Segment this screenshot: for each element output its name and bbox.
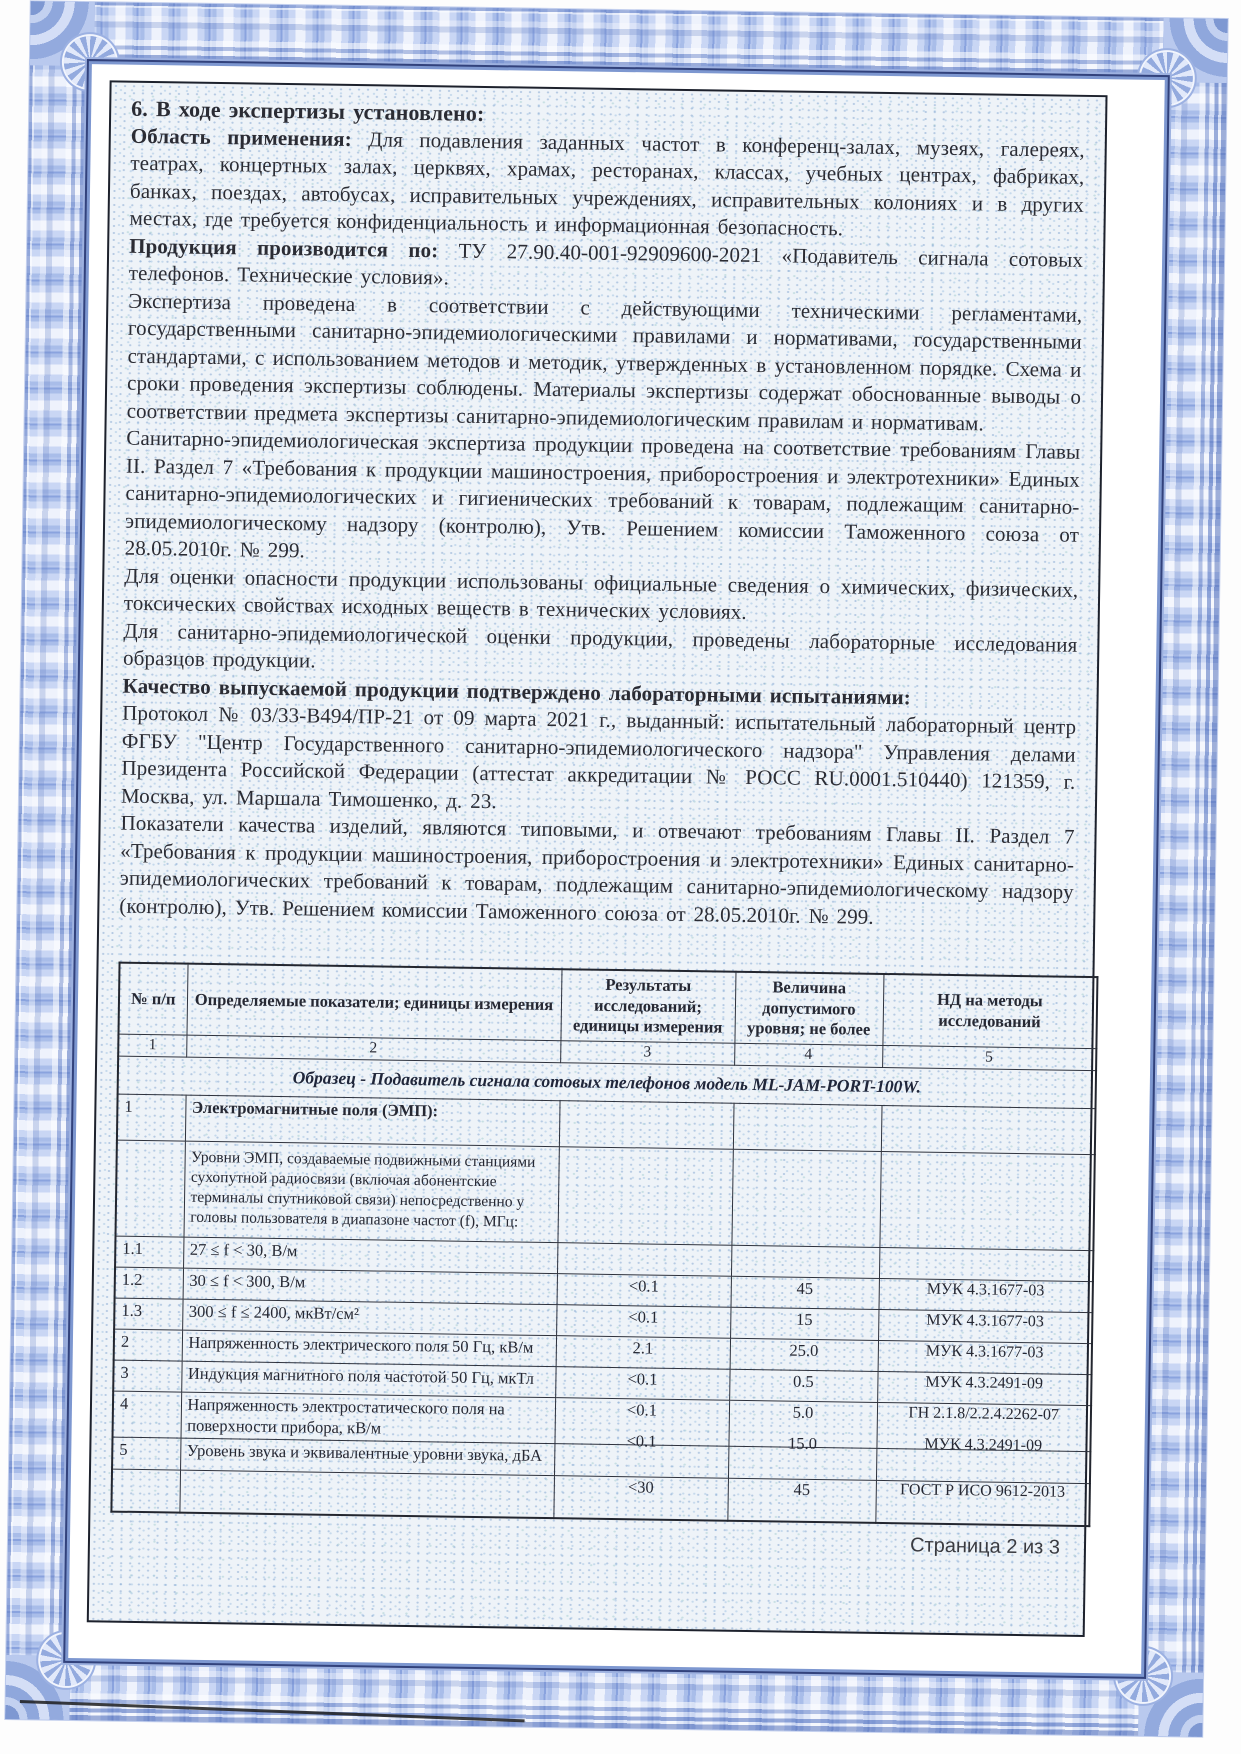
paper-area (70, 66, 1162, 1672)
row-indicator: 300 ≤ f ≤ 2400, мкВт/см² (182, 1299, 556, 1336)
row-nd: ГОСТ Р ИСО 9612-2013 (876, 1449, 1090, 1484)
column-number: 3 (560, 1041, 734, 1066)
row-number: 1.2 (115, 1267, 183, 1299)
row-nd (879, 1151, 1094, 1250)
paragraph-text: ТУ 27.90.40-001-92909600-2021 «Подавитель сигнала сотовых телефонов. Технические условия». (128, 238, 1084, 290)
paragraph-scope (129, 122, 1085, 246)
row-number: 3 (113, 1360, 181, 1392)
column-number: 5 (882, 1045, 1096, 1070)
row-number (116, 1140, 185, 1237)
row-nd: МУК 4.3.1677-03 (878, 1278, 1092, 1312)
page-number: Страница 2 из 3 (909, 1534, 1061, 1559)
row-result (557, 1147, 732, 1246)
row-result: <0.1 (554, 1398, 729, 1447)
column-header: Определяемые показатели; единицы измерения (186, 964, 561, 1041)
column-number: 4 (734, 1043, 882, 1067)
expertise-text (119, 95, 1085, 934)
corner-ornament-bottom-right (1138, 1672, 1203, 1737)
row-limit: 15 (731, 1276, 879, 1309)
row-result (559, 1101, 734, 1150)
paragraph-text: Для подавления заданных частот в конференц-залах, музеях, галереях, театрах, концертных залах, церквях, храмах, ресторанах, классах, учебных центрах, фабриках, банках, поездах, автобусах, исправительных учреждениях, исправительных колониях и в других местах, где требуется конфиденциальность и информационная безопасность. (129, 126, 1085, 241)
column-header: НД на методы исследований (882, 974, 1097, 1049)
section-heading: 6. В ходе экспертизы установлено: (131, 95, 485, 126)
row-result: <0.1 (556, 1336, 730, 1370)
row-number: 4 (113, 1391, 182, 1438)
paragraph-protocol: Протокол № 03/33-В494/ПР-21 от 09 марта 2021 г., выданный: испытательный лабораторный центр ФГБУ "Центр Государственного санитарно-эпидемиологического надзора" Управления делами Президента Российской Федерации (аттестат аккредитации № РОСС RU.0001.510440) 121359, г. Москва, ул. Маршала Тимошенко, д. 23. (120, 700, 1077, 813)
row-number: 1.1 (115, 1236, 183, 1268)
corner-ornament-top-right (1163, 18, 1228, 83)
paragraph-sanitary-expertise: Санитарно-эпидемиологическая экспертиза продукции проведена на соответствие требованиям Главы II. Раздел 7 «Требования к продукции машиностроения, приборостроения и электротехники» Единых санитарно-эпидемиологических и гигиенических требований к товарам, подлежащим санитарно-эпидемиологическому надзору (контролю), Утв. Решением комиссии Таможенного союза от 28.05.2010г. № 299. (124, 425, 1081, 563)
row-limit (733, 1103, 882, 1151)
column-number: 1 (118, 1034, 186, 1057)
row-limit: 5.0 (729, 1369, 877, 1402)
row-limit (731, 1149, 880, 1247)
row-nd (881, 1105, 1096, 1154)
row-nd: МУК 4.3.1677-03 (878, 1309, 1092, 1343)
column-header: Результаты исследований; единицы измерения (560, 969, 735, 1043)
row-nd: МУК 4.3.2491-09 (878, 1340, 1092, 1374)
row-limit: 15.0 (728, 1400, 877, 1448)
certificate-sheet (5, 1, 1227, 1737)
paragraph-lead: Продукция производится по: (129, 233, 439, 262)
corner-ornament-top-left (30, 1, 95, 66)
row-limit: 45 (728, 1446, 876, 1480)
corner-ornament-bottom-left (5, 1655, 70, 1720)
paragraph-lab-research: Для санитарно-эпидемиологической оценки продукции, проведены лабораторные исследования образцов продукции. (122, 618, 1078, 673)
row-result: <0.1 (555, 1367, 729, 1401)
row-nd: МУК 4.3.2491-09 (876, 1402, 1091, 1451)
column-header: Величина допустимого уровня; не более (734, 972, 883, 1046)
column-number: 2 (186, 1035, 560, 1063)
row-indicator: Напряженность электростатического поля на поверхности прибора, кВ/м (181, 1392, 556, 1444)
row-number: 2 (114, 1329, 182, 1361)
row-number: 1 (117, 1094, 186, 1141)
row-limit: 25.0 (730, 1307, 878, 1340)
row-nd: МУК 4.3.1677-03 (879, 1247, 1093, 1281)
row-indicator: Напряженность электрического поля 50 Гц, кВ/м (182, 1330, 556, 1367)
column-header: № п/п (118, 963, 187, 1035)
paragraph-lead: Область применения: (130, 123, 353, 151)
lab-heading: Качество выпускаемой продукции подтверждено лабораторными испытаниями: (122, 673, 912, 709)
results-table (110, 962, 1098, 1527)
row-result: <30 (554, 1444, 728, 1479)
row-indicator: Уровни ЭМП, создаваемые подвижными станциями сухопутной радиосвязи (включая абонентские терминалы спутниковой связи) непосредственно у головы пользователя в диапазоне частот (f), МГц: (183, 1141, 558, 1243)
row-result: <0.1 (557, 1274, 731, 1308)
row-number: 1.3 (114, 1298, 182, 1330)
paragraph-expertise: Экспертиза проведена в соответствии с действующими техническими регламентами, государственными санитарно-эпидемиологическими правилами и нормативами, государственными стандартами, с использованием методов и методик, утвержденных в установленном порядке. Схема и сроки проведения экспертизы соблюдены. Материалы экспертизы содержат обоснованные выводы о соответствии предмета экспертизы санитарно-эпидемиологическим правилам и нормативам. (126, 288, 1083, 435)
row-number: 5 (112, 1437, 180, 1470)
row-result: 2.1 (556, 1305, 730, 1339)
row-nd: ГН 2.1.8/2.2.4.2262-07 (877, 1371, 1091, 1405)
content-box (87, 80, 1108, 1637)
row-indicator: Индукция магнитного поля частотой 50 Гц, мкТл (181, 1361, 555, 1398)
row-limit: 0.5 (730, 1338, 878, 1371)
row-indicator: Уровень звука и эквивалентные уровни звука, дБА (180, 1438, 554, 1476)
row-indicator: 30 ≤ f < 300, В/м (183, 1268, 557, 1305)
row-indicator: Электромагнитные поля (ЭМП): (185, 1095, 560, 1147)
paragraph-quality-indicators: Показатели качества изделий, являются типовыми, и отвечают требованиям Главы II. Раздел 7 «Требования к продукции машиностроения, приборостроения и электротехники» Единых санитарно-эпидемиологических требований к товарам, подлежащим санитарно-эпидемиологическому надзору (контролю), Утв. Решением комиссии Таможенного союза от 28.05.2010г. № 299. (119, 810, 1075, 929)
table-row (116, 1140, 1095, 1250)
sample-caption: Образец - Подавитель сигнала сотовых телефонов модель ML-JAM-PORT-100W. (118, 1056, 1096, 1109)
row-result: <0.1 (557, 1243, 731, 1277)
row-indicator: 27 ≤ f < 30, В/м (183, 1237, 557, 1274)
row-limit: 45 (731, 1245, 879, 1278)
paragraph-hazard-assessment: Для оценки опасности продукции использованы официальные сведения о химических, физических, токсических свойствах исходных веществ в технических условиях. (123, 563, 1079, 624)
